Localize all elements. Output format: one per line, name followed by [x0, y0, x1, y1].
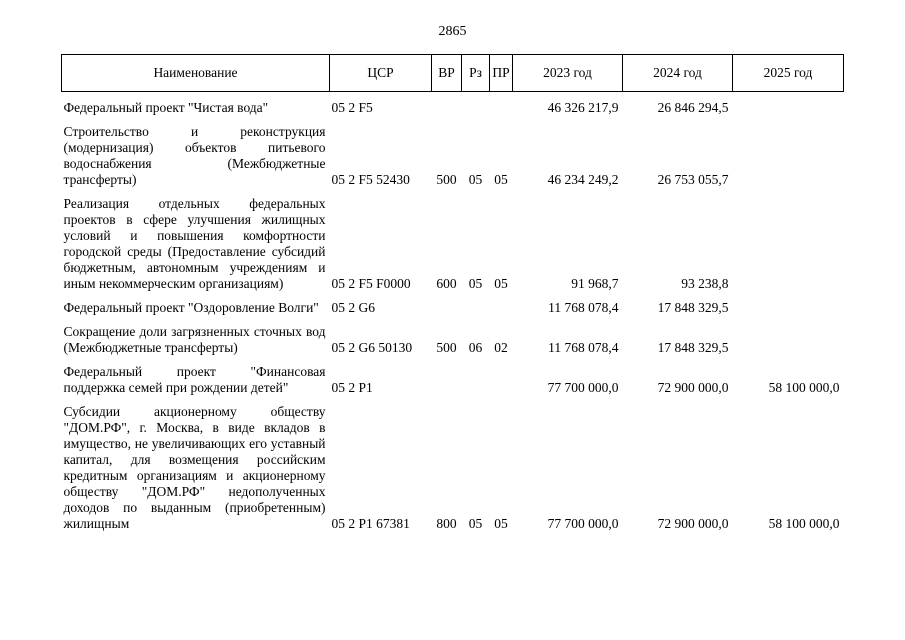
row-vr: 500 [436, 340, 457, 355]
row-amount-2024: 72 900 000,0 [657, 380, 729, 395]
row-vr [432, 364, 462, 404]
row-name-text: Субсидии акционерному обществу "ДОМ.РФ", г. Москва, в виде вкладов в имущество, не увеличивающих его уставный капитал, для возмещения российским кредитным организациям и акционерному обществу "ДОМ.РФ" недополученных доходов по выданным (приобретенным) жилищным [63, 404, 326, 531]
table-row [62, 124, 844, 196]
row-csr: 05 2 G6 [331, 300, 375, 315]
row-amount-2025 [733, 300, 844, 324]
row-amount-2024: 72 900 000,0 [657, 516, 729, 531]
row-amount-2024: 17 848 329,5 [657, 340, 729, 355]
row-vr [432, 100, 462, 124]
row-vr: 600 [436, 276, 457, 291]
row-name [62, 404, 330, 540]
header-2025: 2025 год [733, 55, 844, 92]
row-amount-2023: 46 326 217,9 [547, 100, 619, 115]
row-amount-2024: 26 846 294,5 [657, 100, 729, 115]
row-csr: 05 2 P1 67381 [331, 516, 410, 531]
row-csr: 05 2 F5 [331, 100, 373, 115]
header-rz: Рз [462, 55, 490, 92]
row-name [62, 364, 330, 404]
row-pr: 05 [494, 276, 508, 291]
row-amount-2024: 26 753 055,7 [657, 172, 729, 187]
row-amount-2025: 58 100 000,0 [768, 516, 840, 531]
row-amount-2025 [733, 100, 844, 124]
row-amount-2023: 11 768 078,4 [548, 340, 619, 355]
row-amount-2023: 11 768 078,4 [548, 300, 619, 315]
table-row [62, 100, 844, 124]
row-vr: 500 [436, 172, 457, 187]
row-amount-2023: 91 968,7 [571, 276, 619, 291]
row-pr: 05 [494, 516, 508, 531]
row-vr: 800 [436, 516, 457, 531]
table-body [62, 100, 844, 540]
row-amount-2023: 77 700 000,0 [547, 516, 619, 531]
row-pr: 02 [494, 340, 508, 355]
row-name [62, 300, 330, 324]
table-row [62, 364, 844, 404]
row-csr: 05 2 F5 F0000 [331, 276, 411, 291]
page-number: 2865 [438, 24, 467, 39]
row-csr: 05 2 G6 50130 [331, 340, 413, 355]
row-csr: 05 2 P1 [331, 380, 373, 395]
header-vr: ВР [432, 55, 462, 92]
table-row [62, 196, 844, 300]
row-amount-2025 [733, 196, 844, 300]
row-name-text: Федеральный проект "Финансовая поддержка семей при рождении детей" [63, 364, 326, 395]
row-amount-2025: 58 100 000,0 [768, 380, 840, 395]
row-csr: 05 2 F5 52430 [331, 172, 410, 187]
row-amount-2023: 77 700 000,0 [547, 380, 619, 395]
row-rz [462, 300, 490, 324]
row-name-text: Реализация отдельных федеральных проектов в сфере улучшения жилищных условий и повышения комфортности городской среды (Предоставление субсидий бюджетным, автономным учреждениям и иным некоммерческим организациям) [63, 196, 326, 291]
row-rz: 05 [468, 516, 483, 531]
header-name: Наименование [62, 55, 330, 92]
table-row [62, 324, 844, 364]
row-name-text: Строительство и реконструкция (модернизация) объектов питьевого водоснабжения (Межбюджетные трансферты) [63, 124, 326, 187]
row-rz: 05 [468, 276, 483, 291]
row-name-text: Сокращение доли загрязненных сточных вод (Межбюджетные трансферты) [63, 324, 326, 355]
row-amount-2025 [733, 124, 844, 196]
row-amount-2024: 93 238,8 [681, 276, 729, 291]
row-amount-2023: 46 234 249,2 [547, 172, 619, 187]
row-name [62, 196, 330, 300]
table-header [62, 55, 844, 101]
row-pr [490, 300, 513, 324]
row-amount-2025 [733, 324, 844, 364]
row-rz: 05 [468, 172, 483, 187]
row-rz: 06 [468, 340, 483, 355]
row-pr: 05 [494, 172, 508, 187]
header-pr: ПР [490, 55, 513, 92]
header-2023: 2023 год [513, 55, 623, 92]
row-name: Федеральный проект "Чистая вода" [63, 100, 269, 115]
header-csr: ЦСР [330, 55, 432, 92]
row-amount-2024: 17 848 329,5 [657, 300, 729, 315]
row-name [62, 324, 330, 364]
budget-table [61, 54, 844, 540]
row-pr [490, 100, 513, 124]
row-rz [462, 100, 490, 124]
row-pr [490, 364, 513, 404]
row-name [62, 124, 330, 196]
row-name-text: Федеральный проект "Оздоровление Волги" [63, 300, 319, 315]
header-2024: 2024 год [623, 55, 733, 92]
row-rz [462, 364, 490, 404]
row-vr [432, 300, 462, 324]
table-row [62, 404, 844, 540]
table-row [62, 300, 844, 324]
